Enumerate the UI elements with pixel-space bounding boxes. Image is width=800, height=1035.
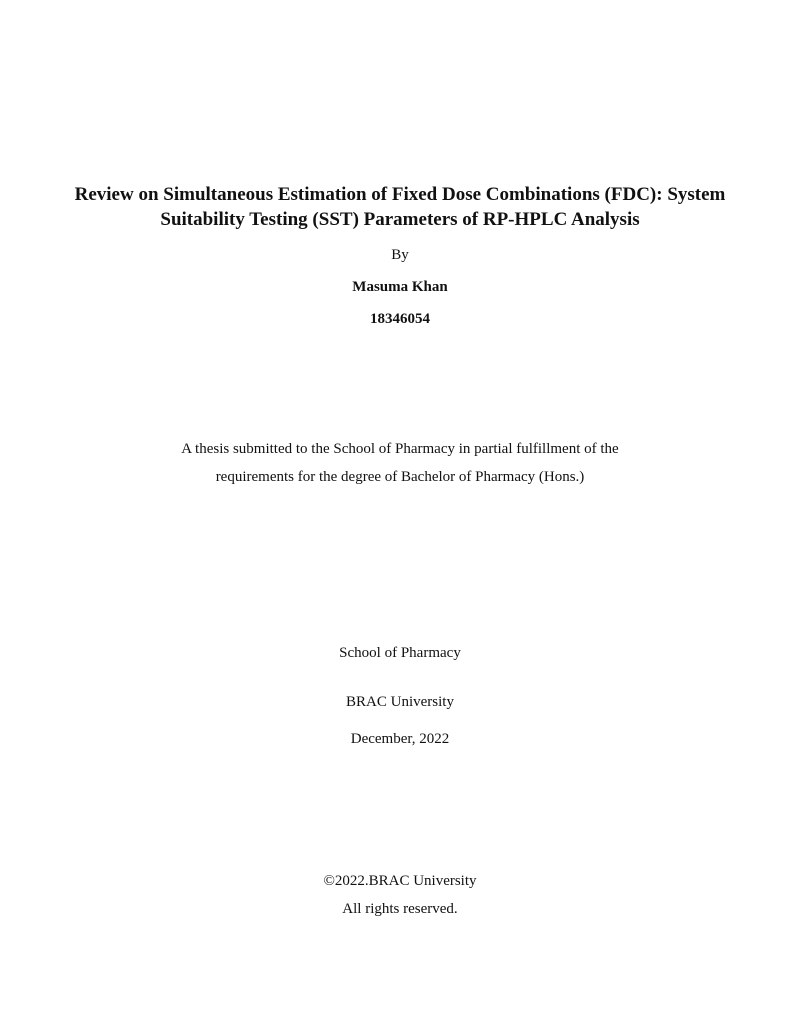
- copyright-notice: ©2022.BRAC University: [323, 873, 477, 889]
- submission-statement-line-1: A thesis submitted to the School of Pharmacy in partial fulfillment of the: [181, 441, 619, 457]
- thesis-title-line-2: Suitability Testing (SST) Parameters of RP-HPLC Analysis: [160, 209, 640, 230]
- student-id: 18346054: [370, 311, 430, 327]
- author-name: Masuma Khan: [352, 279, 448, 295]
- university-name: BRAC University: [346, 694, 454, 710]
- by-label: By: [391, 247, 409, 263]
- submission-statement-line-2: requirements for the degree of Bachelor of Pharmacy (Hons.): [215, 469, 585, 485]
- school-name: School of Pharmacy: [339, 645, 461, 661]
- thesis-title-line-1: Review on Simultaneous Estimation of Fixed Dose Combinations (FDC): System: [74, 184, 726, 205]
- rights-reserved: All rights reserved.: [342, 901, 458, 917]
- submission-date: December, 2022: [350, 731, 450, 747]
